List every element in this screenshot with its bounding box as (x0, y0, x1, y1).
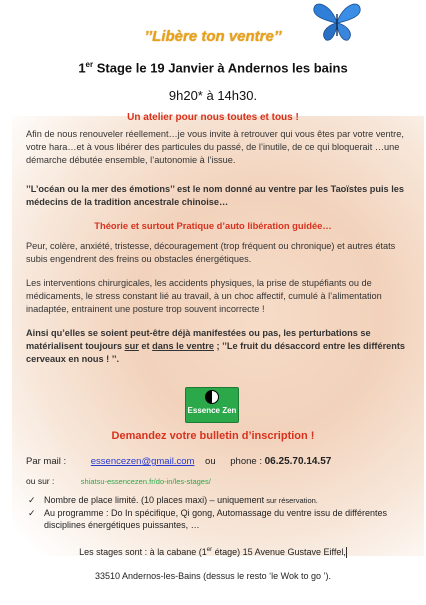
bullet-text: Nombre de place limité. (10 places maxi) – uniquement (44, 495, 265, 505)
or-text: ou (205, 456, 216, 467)
stage-time: 9h20* à 14h30. (168, 88, 258, 103)
emotions-paragraph: Peur, colère, anxiété, tristesse, découragement (trop fréquent ou chronique) et autres états subis engendrent des freins ou obstacles énergétiques. (26, 241, 396, 264)
atelier-subtitle: Un atelier pour nous toutes et tous ! (127, 112, 299, 123)
registration-cta: Demandez votre bulletin d’inscription ! (111, 430, 315, 442)
bullet-text: Au programme : Do In spécifique, Qi gong, Automassage du ventre issu de différentes disciplines énergétiques puissantes, … (44, 508, 388, 530)
intro-paragraph: Afin de nous renouveler réellement…je vous invite à retrouver qui vous êtes par votre ventre, votre hara…et à vous libérer des particules du passé, de l’inutile, de ce qui bloquerait …une démarche débutée ensemble, l’autonomie à l’issue. (26, 129, 404, 165)
flyer-title: ’’Libère ton ventre’’ (144, 28, 282, 45)
logo-text: Essence Zen (187, 406, 237, 415)
stage-date-text: Stage le 19 Janvier à Andernos les bains (93, 60, 348, 76)
phone-label: phone : (230, 456, 262, 467)
bullet-item (28, 494, 408, 507)
location-line (0, 547, 426, 558)
perturbations-dans-le-ventre: dans le ventre (152, 341, 214, 351)
perturbations-sur: sur (124, 341, 139, 351)
bullet-text-small: sur réservation. (264, 496, 318, 505)
website-link[interactable]: shiatsu-essencezen.fr/do-in/les-stages/ (80, 477, 211, 486)
perturbations-paragraph (26, 327, 410, 366)
theory-heading: Théorie et surtout Pratique d’auto libération guidée… (94, 220, 332, 231)
location-floor-sup: er (206, 547, 213, 553)
mail-label: Par mail : (26, 456, 67, 467)
perturbations-text-b: ; ’’Le fruit du désaccord entre les différents cerveaux en nous ! ’’. (26, 341, 406, 364)
contact-row (26, 456, 331, 467)
interventions-paragraph: Les interventions chirurgicales, les accidents physiques, la prise de stupéfiants ou de médicaments, le stress constant lié au travail, à un choc affectif, cumulé à l’alimentation inadaptée, entrainent une posture trop souvent incorrecte ! (26, 278, 382, 314)
text-cursor (346, 547, 347, 558)
website-row (26, 476, 211, 486)
check-icon: ✓ (28, 495, 36, 505)
yin-yang-icon (205, 390, 219, 404)
location-text-b: étage) 15 Avenue Gustave Eiffel, (212, 547, 346, 557)
perturbations-and: et (138, 341, 153, 351)
essence-zen-logo (185, 387, 239, 423)
stage-date-heading (0, 60, 426, 75)
stage-number: 1 (78, 60, 86, 76)
check-icon: ✓ (28, 508, 36, 518)
bullet-item (28, 507, 408, 531)
location-text-a: Les stages sont : à la cabane (1 (79, 547, 207, 557)
phone-number: 06.25.70.14.57 (264, 456, 332, 467)
email-link[interactable]: essencezen@gmail.com (90, 456, 195, 467)
stage-number-sup: er (85, 60, 94, 69)
address-line: 33510 Andernos-les-Bains (dessus le resto ‘le Wok to go ’). (95, 571, 331, 581)
ocean-paragraph: ’’L’océan ou la mer des émotions’’ est le nom donné au ventre par les Taoïstes puis les médecins de la tradition ancestrale chinoise… (26, 184, 404, 207)
or-on-label: ou sur : (26, 476, 55, 486)
perturbations-text-a: Ainsi qu’elles se soient peut-être déjà manifestées ou pas, les perturbations se matérialisent toujours (26, 328, 371, 351)
